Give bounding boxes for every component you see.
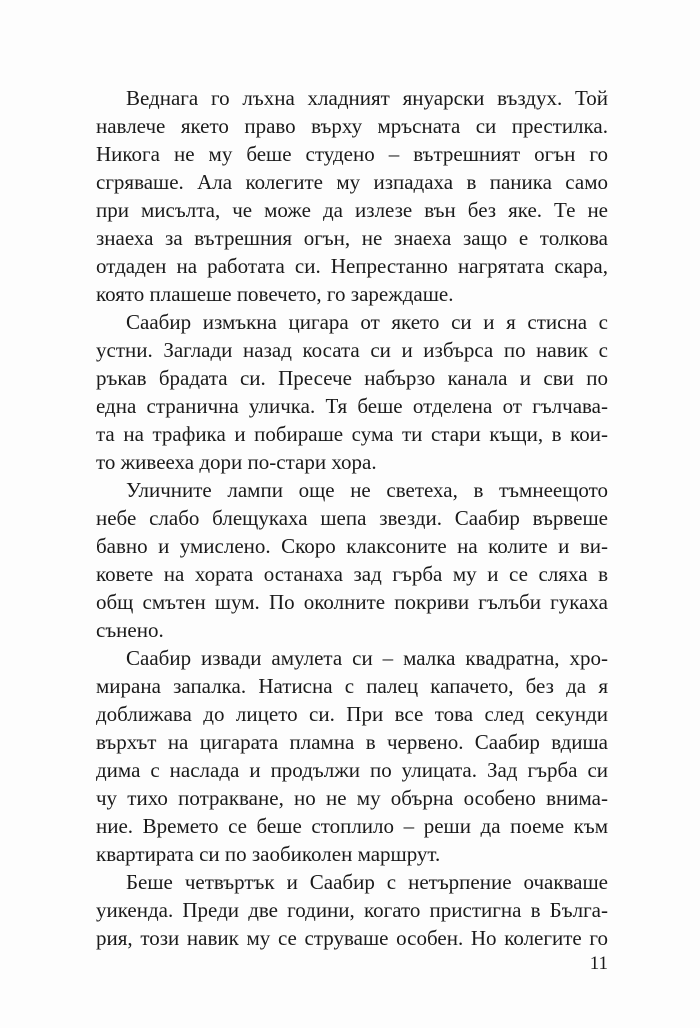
text-line: устни. Заглади назад косата си и избърса по навик с [96,338,608,362]
text-line: рия, този навик му се струваше особен. Но колегите го [96,926,608,950]
text-line: Уличните лампи още не светеха, в тъмнеещото [126,478,608,502]
text-line: върхът на цигарата пламна в червено. Саабир вдиша [96,730,608,754]
body-text [96,84,608,952]
page-number: 11 [589,953,608,974]
text-line: Никога не му беше студено – вътрешният огън го [96,142,608,166]
text-line: знаеха за вътрешния огън, не знаеха защо е толкова [96,226,608,250]
paragraph [96,868,608,952]
text-line: навлече якето право върху мръсната си престилка. [96,114,608,138]
text-line: Беше четвъртък и Саабир с нетърпение очакваше [126,870,608,894]
text-line: Саабир измъкна цигара от якето си и я стисна с [126,310,608,334]
text-line: чу тихо потракване, но не му обърна особено внима- [96,786,608,810]
text-line: квартирата си по заобиколен маршрут. [96,842,441,866]
text-line: то живееха дори по-стари хора. [96,450,377,474]
text-line: мирана запалка. Натисна с палец капачето, без да я [96,674,608,698]
text-line: общ смътен шум. По околните покриви гълъби гукаха [96,590,608,614]
text-line: ковете на хората останаха зад гърба му и се сляха в [96,562,608,586]
text-line: дима с наслада и продължи по улицата. Зад гърба си [96,758,608,782]
text-line: Веднага го лъхна хладният януарски въздух. Той [126,86,608,110]
paragraph [96,84,608,308]
text-line: една странична уличка. Тя беше отделена от гълчава- [96,394,608,418]
paragraph [96,308,608,476]
text-line: при мисълта, че може да излезе вън без яке. Те не [96,198,608,222]
paragraph [96,476,608,644]
text-line: ние. Времето се беше стоплило – реши да поеме към [96,814,608,838]
text-line: която плашеше повечето, го зареждаше. [96,282,454,306]
text-line: та на трафика и побираше сума ти стари къщи, в кои- [96,422,608,446]
text-line: отдаден на работата си. Непрестанно нагрятата скара, [96,254,608,278]
text-line: сгряваше. Ала колегите му изпадаха в паника само [96,170,608,194]
text-line: бавно и умислено. Скоро клаксоните на колите и ви- [96,534,608,558]
text-line: Саабир извади амулета си – малка квадратна, хро- [126,646,608,670]
paragraph [96,644,608,868]
text-line: уикенда. Преди две години, когато пристигна в Бълга- [96,898,608,922]
text-line: сънено. [96,618,164,642]
text-line: ръкав брадата си. Пресече набързо канала и сви по [96,366,608,390]
text-line: небе слабо блещукаха шепа звезди. Саабир вървеше [96,506,608,530]
text-line: доближава до лицето си. При все това след секунди [96,702,608,726]
